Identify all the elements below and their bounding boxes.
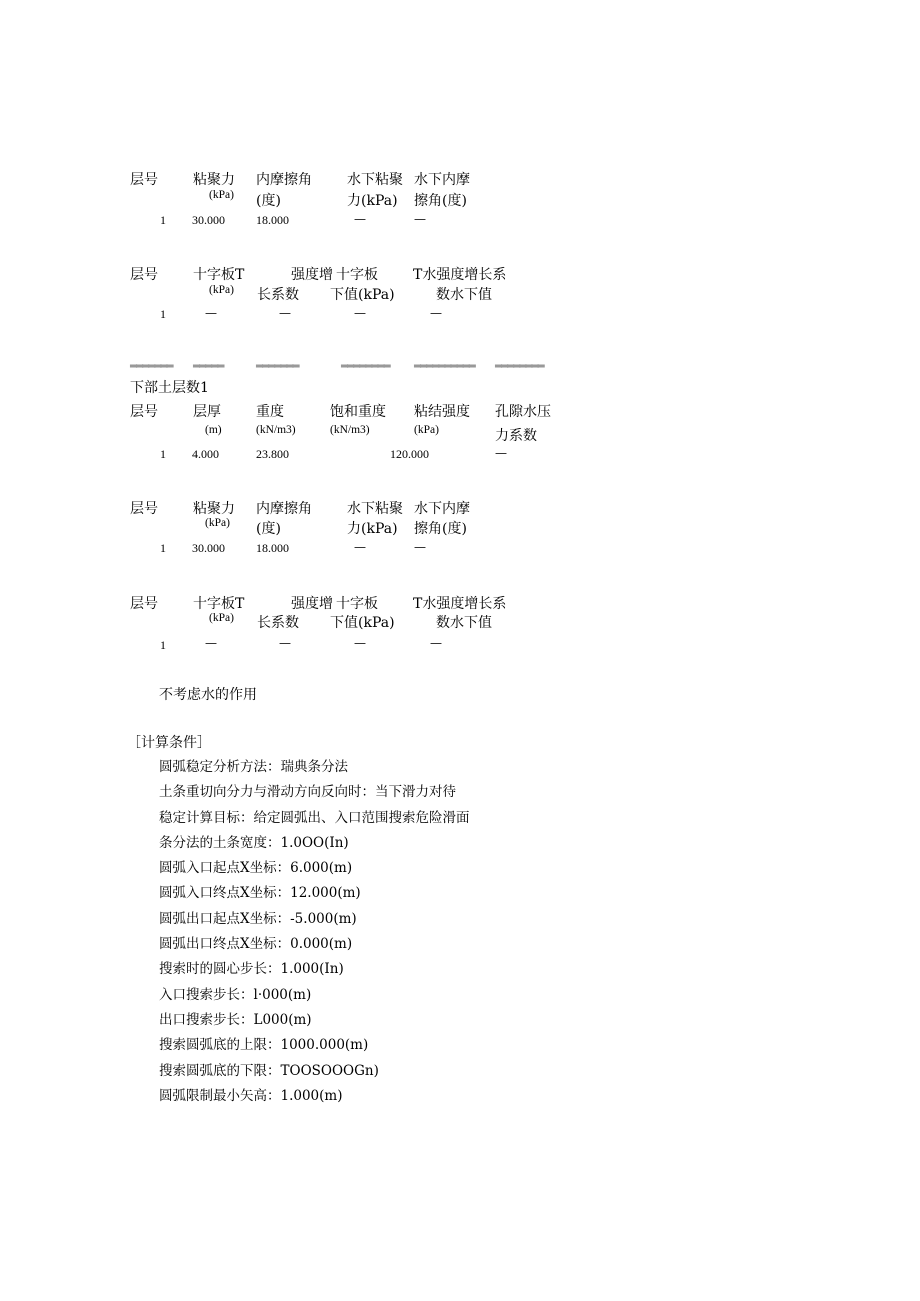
cell-thickness: 4.000 xyxy=(192,447,219,461)
condition-row xyxy=(159,755,470,780)
cell-layer-no: 1 xyxy=(160,541,166,555)
cell-lower-value: — xyxy=(354,306,366,320)
header-underwater-value: 数水下值 xyxy=(436,615,492,631)
condition-label: 圆弧出口终点X坐标： xyxy=(159,936,291,953)
condition-row xyxy=(159,1008,470,1033)
separator-segment: ══════════ xyxy=(414,361,475,372)
header-thickness: 层厚 xyxy=(193,404,221,420)
header-vane: 十字板 xyxy=(336,267,378,283)
cell-underwater-value: — xyxy=(430,636,442,650)
header-underwater-cohesion-unit: 力(kPa) xyxy=(347,521,398,537)
condition-label: 入口搜索步长： xyxy=(159,986,254,1003)
header-saturated-weight: 饱和重度 xyxy=(330,404,386,420)
header-t-water-growth: T水强度增长系 xyxy=(413,596,507,612)
condition-label: 稳定计算目标： xyxy=(159,809,254,826)
header-strength-increase: 强度增 xyxy=(291,267,333,283)
condition-label: 圆弧入口起点X坐标： xyxy=(159,860,291,877)
header-t-water-growth: T水强度增长系 xyxy=(413,267,507,283)
header-lower-value: 下值(kPa) xyxy=(330,287,395,303)
condition-value: l·000(m) xyxy=(253,986,312,1003)
header-friction-angle: 内摩擦角 xyxy=(256,172,312,188)
header-vane-t-unit: (kPa) xyxy=(209,284,234,296)
cell-layer-no: 1 xyxy=(160,307,166,321)
calc-conditions-list xyxy=(159,755,470,1109)
condition-row xyxy=(159,1033,470,1058)
header-bond-strength-unit: (kPa) xyxy=(414,424,439,436)
header-unit-weight: 重度 xyxy=(256,404,284,420)
cell-growth-coef: — xyxy=(279,306,291,320)
condition-row xyxy=(159,831,470,856)
condition-value: 1000.000(m) xyxy=(280,1037,369,1054)
condition-label: 圆弧出口起点X坐标： xyxy=(159,910,291,927)
condition-row xyxy=(159,932,470,957)
condition-value: 1.0OO(In) xyxy=(280,834,349,851)
separator-segment: ═══════ xyxy=(130,361,173,372)
condition-row xyxy=(159,881,470,906)
header-underwater-cohesion: 水下粘聚 xyxy=(347,172,403,188)
cell-layer-no: 1 xyxy=(160,638,166,652)
condition-value: TOOSOOOGn) xyxy=(280,1062,379,1079)
condition-row xyxy=(159,780,470,805)
header-cohesion: 粘聚力 xyxy=(193,172,235,188)
condition-label: 圆弧限制最小矢高： xyxy=(159,1087,281,1104)
header-vane-t: 十字板T xyxy=(193,596,245,612)
header-unit-weight-unit: (kN/m3) xyxy=(256,424,296,436)
condition-label: 搜索圆弧底的上限： xyxy=(159,1037,281,1054)
header-underwater-friction-unit: 擦角(度) xyxy=(414,193,467,209)
header-cohesion-unit: (kPa) xyxy=(205,517,230,529)
cell-underwater-value: — xyxy=(430,306,442,320)
condition-row xyxy=(159,1059,470,1084)
cell-lower-value: — xyxy=(354,636,366,650)
header-cohesion-unit: (kPa) xyxy=(209,189,234,201)
header-thickness-unit: (m) xyxy=(205,424,222,436)
condition-row xyxy=(159,907,470,932)
cell-cohesion: 30.000 xyxy=(192,541,225,555)
header-pore-pressure-coef: 力系数 xyxy=(495,428,537,444)
condition-label: 搜索圆弧底的下限： xyxy=(159,1062,281,1079)
condition-value: 6.000(m) xyxy=(290,860,353,877)
separator-segment: ═══════ xyxy=(256,361,299,372)
condition-label: 出口搜索步长： xyxy=(159,1011,254,1028)
condition-value: -5.000(m) xyxy=(290,910,357,927)
cell-vane-t: — xyxy=(205,306,217,320)
header-underwater-friction: 水下内摩 xyxy=(414,501,470,517)
condition-label: 搜索时的圆心步长： xyxy=(159,961,281,978)
header-growth-coef: 长系数 xyxy=(257,615,299,631)
condition-value: 12.000(m) xyxy=(290,885,361,902)
cell-pore-pressure: — xyxy=(495,446,507,460)
header-underwater-value: 数水下值 xyxy=(436,287,492,303)
cell-layer-no: 1 xyxy=(160,213,166,227)
condition-value: 当下滑力对待 xyxy=(375,784,456,801)
lower-layer-count: 下部土层数1 xyxy=(130,380,209,396)
water-note: 不考虑水的作用 xyxy=(159,687,257,703)
condition-row xyxy=(159,806,470,831)
header-vane: 十字板 xyxy=(336,596,378,612)
header-layer-no: 层号 xyxy=(130,404,158,420)
condition-label: 条分法的土条宽度： xyxy=(159,834,281,851)
condition-value: 1.000(m) xyxy=(280,1087,343,1104)
cell-friction-angle: 18.000 xyxy=(256,213,289,227)
condition-value: 0.000(m) xyxy=(290,936,353,953)
separator-segment: ════════ xyxy=(341,361,390,372)
header-friction-angle: 内摩擦角 xyxy=(256,501,312,517)
condition-value: 瑞典条分法 xyxy=(280,759,348,775)
condition-row xyxy=(159,957,470,982)
cell-underwater-friction: — xyxy=(414,540,426,554)
cell-growth-coef: — xyxy=(279,636,291,650)
condition-label: 圆弧稳定分析方法： xyxy=(159,759,281,775)
condition-row xyxy=(159,1084,470,1109)
header-underwater-friction-unit: 擦角(度) xyxy=(414,521,467,537)
condition-value: 1.000(In) xyxy=(280,961,344,978)
cell-underwater-friction: — xyxy=(414,212,426,226)
header-layer-no: 层号 xyxy=(130,501,158,517)
condition-row xyxy=(159,856,470,881)
cell-bond-strength: 120.000 xyxy=(390,447,429,461)
header-lower-value: 下值(kPa) xyxy=(330,615,395,631)
header-bond-strength: 粘结强度 xyxy=(414,404,470,420)
header-underwater-cohesion-unit: 力(kPa) xyxy=(347,193,398,209)
cell-underwater-cohesion: — xyxy=(354,540,366,554)
header-layer-no: 层号 xyxy=(130,596,158,612)
cell-underwater-cohesion: — xyxy=(354,212,366,226)
header-underwater-friction: 水下内摩 xyxy=(414,172,470,188)
header-pore-pressure: 孔隙水压 xyxy=(495,404,551,420)
cell-cohesion: 30.000 xyxy=(192,213,225,227)
header-underwater-cohesion: 水下粘聚 xyxy=(347,501,403,517)
header-strength-increase: 强度增 xyxy=(291,596,333,612)
condition-value: L000(m) xyxy=(253,1011,312,1028)
cell-friction-angle: 18.000 xyxy=(256,541,289,555)
header-friction-angle-unit: (度) xyxy=(256,193,281,209)
cell-vane-t: — xyxy=(205,636,217,650)
separator-segment: ════════ xyxy=(495,361,544,372)
header-saturated-weight-unit: (kN/m3) xyxy=(330,424,370,436)
header-growth-coef: 长系数 xyxy=(257,287,299,303)
condition-label: 圆弧入口终点X坐标： xyxy=(159,885,291,902)
cell-unit-weight: 23.800 xyxy=(256,447,289,461)
header-vane-t: 十字板T xyxy=(193,267,245,283)
condition-row xyxy=(159,983,470,1008)
separator-segment: ═════ xyxy=(193,361,224,372)
condition-value: 给定圆弧出、入口范围搜索危险滑面 xyxy=(253,809,470,826)
header-layer-no: 层号 xyxy=(130,172,158,188)
calc-conditions-title: ［计算条件］ xyxy=(127,735,211,751)
cell-layer-no: 1 xyxy=(160,447,166,461)
header-cohesion: 粘聚力 xyxy=(193,501,235,517)
header-layer-no: 层号 xyxy=(130,267,158,283)
header-friction-angle-unit: (度) xyxy=(256,521,281,537)
condition-label: 土条重切向分力与滑动方向反向时： xyxy=(159,784,375,801)
header-vane-t-unit: (kPa) xyxy=(209,612,234,624)
